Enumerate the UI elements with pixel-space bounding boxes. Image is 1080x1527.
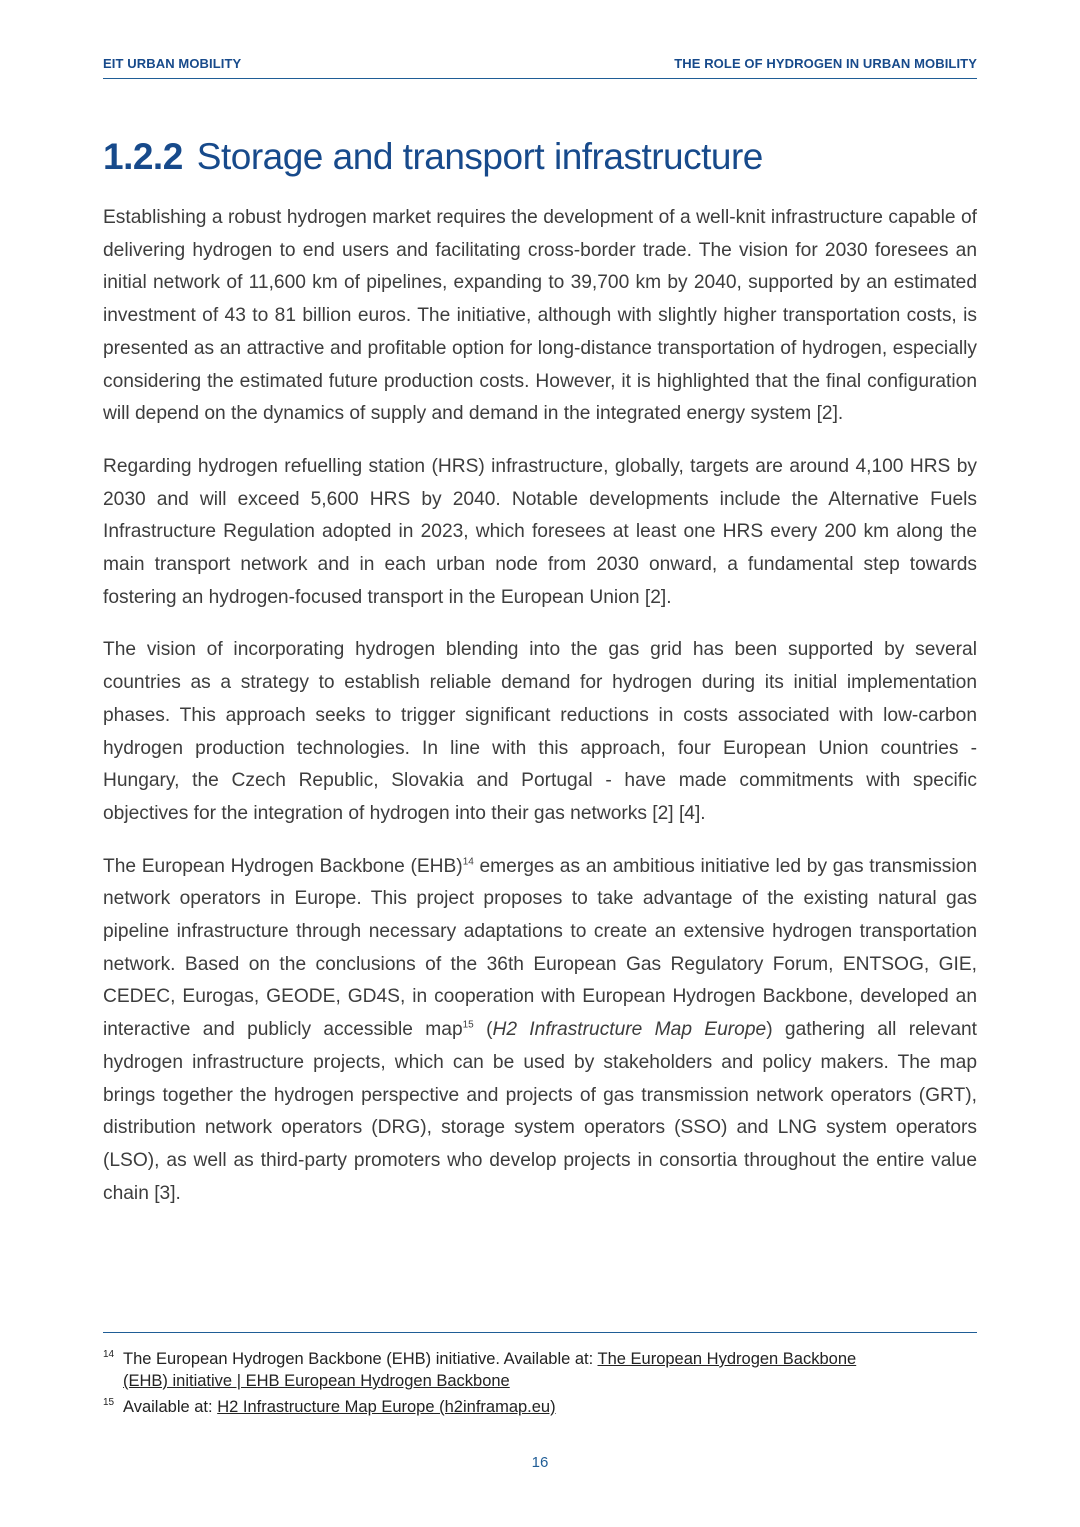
footnote-ref-14[interactable]: 14 — [462, 856, 474, 868]
p4-text-d: ) gathering all relevant hydrogen infrastructure projects, which can be used by stakeholders and policy makers. The map brings together the hydrogen perspective and projects of gas transmission network operators (GRT), distribution network operators (DRG), storage system operators (SSO) and LNG system operators (LSO), as well as third-party promoters who develop projects in consortia throughout the entire value chain [3]. — [103, 1019, 977, 1204]
page-number: 16 — [531, 1454, 549, 1471]
paragraph-3: The vision of incorporating hydrogen blending into the gas grid has been supported by several countries as a strategy to establish reliable demand for hydrogen during its initial implementation phases. This approach seeks to trigger significant reductions in costs associated with low-carbon hydrogen production technologies. In line with this approach, four European Union countries - Hungary, the Czech Republic, Slovakia and Portugal - have made commitments with specific objectives for the integration of hydrogen into their gas networks [2] [4]. — [103, 639, 977, 824]
p4-text-c: ( — [473, 1019, 493, 1041]
paragraph-4 — [103, 851, 977, 1211]
section-number: 1.2.2 — [103, 136, 183, 177]
p4-text-a: The European Hydrogen Backbone (EHB) — [103, 855, 463, 877]
body-text — [103, 202, 977, 1230]
paragraph-2: Regarding hydrogen refuelling station (HRS) infrastructure, globally, targets are around 4,100 HRS by 2030 and will exceed 5,600 HRS by 2040. Notable developments include the Alternative Fuels Infrastructure Regulation adopted in 2023, which foresees at least one HRS every 200 km along the main transport network and in each urban node from 2030 onward, a fundamental step towards fostering an hydrogen-focused transport in the European Union [2]. — [103, 455, 977, 608]
paragraph-1: Establishing a robust hydrogen market requires the development of a well-knit infrastructure capable of delivering hydrogen to end users and facilitating cross-border trade. The vision for 2030 foresees an initial network of 11,600 km of pipelines, expanding to 39,700 km by 2040, supported by an estimated investment of 43 to 81 billion euros. The initiative, although with slightly higher transportation costs, is presented as an attractive and profitable option for long-distance transportation of hydrogen, especially considering the estimated future production costs. However, it is highlighted that the final configuration will depend on the dynamics of supply and demand in the integrated energy system [2]. — [103, 207, 977, 425]
footnote-text: Available at: — [123, 1398, 218, 1416]
p4-italic: H2 Infrastructure Map Europe — [492, 1019, 767, 1041]
footnote-link-ehb[interactable]: The European Hydrogen Backbone (EHB) initiative | EHB European Hydrogen Backbone — [123, 1350, 857, 1390]
footnote-mark: 15 — [103, 1397, 115, 1408]
footnote-divider — [103, 1332, 977, 1333]
header-left: EIT URBAN MOBILITY — [103, 56, 242, 71]
footnote-15 — [103, 1396, 903, 1418]
section-title — [103, 136, 763, 178]
footnote-mark: 14 — [103, 1349, 115, 1360]
footnote-link-h2inframap[interactable]: H2 Infrastructure Map Europe (h2inframap.eu) — [217, 1398, 556, 1416]
section-title-text: Storage and transport infrastructure — [196, 136, 763, 177]
footnote-text: The European Hydrogen Backbone (EHB) initiative. Available at: — [123, 1350, 598, 1368]
running-header — [103, 56, 977, 79]
footnote-ref-15[interactable]: 15 — [462, 1019, 474, 1031]
footnote-14 — [103, 1348, 903, 1392]
footnotes — [103, 1348, 903, 1422]
header-right: THE ROLE OF HYDROGEN IN URBAN MOBILITY — [674, 56, 977, 71]
p4-text-b: emerges as an ambitious initiative led by gas transmission network operators in Europe. This project proposes to take advantage of the existing natural gas pipeline infrastructure through necessary adaptations to create an extensive hydrogen transportation network. Based on the conclusions of the 36th European Gas Regulatory Forum, ENTSOG, GIE, CEDEC, Eurogas, GEODE, GD4S, in cooperation with European Hydrogen Backbone, developed an interactive and publicly accessible map — [103, 855, 977, 1041]
